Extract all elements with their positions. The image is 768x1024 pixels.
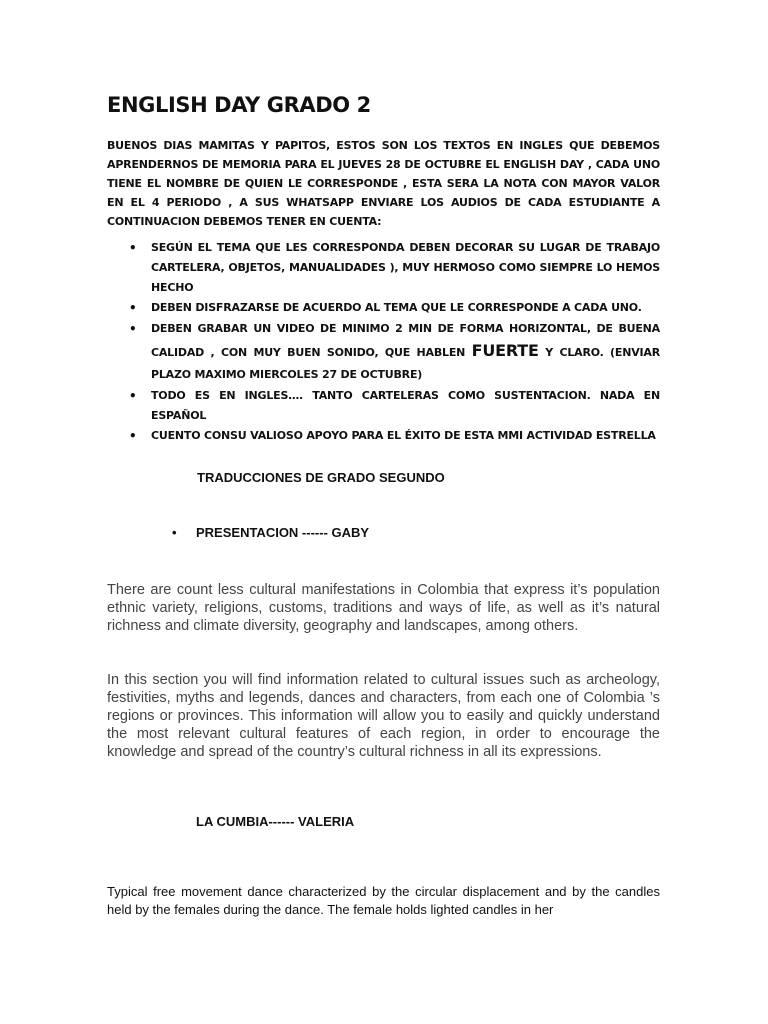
document-title: ENGLISH DAY GRADO 2 bbox=[107, 93, 371, 117]
list-item-text: DEBEN DISFRAZARSE DE ACUERDO AL TEMA QUE LE CORRESPONDE A CADA UNO. bbox=[151, 301, 642, 314]
instructions-list bbox=[127, 238, 660, 446]
list-item-text: TODO ES EN INGLES…. TANTO CARTELERAS COMO SUSTENTACION. NADA EN ESPAÑOL bbox=[151, 389, 660, 422]
paragraph-cultural-manifestations: There are count less cultural manifestations in Colombia that express it’s population ethnic variety, religions, customs, traditions and ways of life, as well as it’s natural richness and climate diversity, geography and landscapes, among others. bbox=[107, 582, 660, 634]
presentation-item bbox=[172, 525, 369, 540]
bullet-icon: • bbox=[129, 241, 137, 255]
bullet-icon: • bbox=[129, 429, 137, 443]
list-item-text: CUENTO CONSU VALIOSO APOYO PARA EL ÉXITO DE ESTA MMI ACTIVIDAD ESTRELLA bbox=[151, 429, 656, 442]
list-item-text: Y CLARO. (ENVIAR PLAZO MAXIMO MIERCOLES 27 DE OCTUBRE) bbox=[151, 346, 660, 381]
list-item bbox=[127, 238, 660, 298]
intro-paragraph: BUENOS DIAS MAMITAS Y PAPITOS, ESTOS SON LOS TEXTOS EN INGLES QUE DEBEMOS APRENDERNOS DE MEMORIA PARA EL JUEVES 28 DE OCTUBRE EL ENGLISH DAY , CADA UNO TIENE EL NOMBRE DE QUIEN LE CORRESPONDE , ESTA SERA LA NOTA CON MAYOR VALOR EN EL 4 PERIODO , A SUS WHATSAPP ENVIARE LOS AUDIOS DE CADA ESTUDIANTE A CONTINUACION DEBEMOS TENER EN CUENTA: bbox=[107, 139, 660, 228]
paragraph-section-info: In this section you will find information related to cultural issues such as archeology, festivities, myths and legends, dances and characters, from each one of Colombia ’s regions or provinces. This information will allow you to easily and quickly understand the most relevant cultural features of each region, in order to encourage the knowledge and spread of the country’s cultural richness in all its expressions. bbox=[107, 672, 660, 760]
list-item bbox=[127, 298, 660, 318]
list-item-text: DEBEN GRABAR UN VIDEO DE MINIMO 2 MIN DE FORMA HORIZONTAL, DE BUENA CALIDAD , CON MUY BUEN SONIDO, QUE HABLEN bbox=[151, 322, 660, 359]
section-heading: TRADUCCIONES DE GRADO SEGUNDO bbox=[197, 470, 445, 485]
list-item-text: SEGÚN EL TEMA QUE LES CORRESPONDA DEBEN DECORAR SU LUGAR DE TRABAJO CARTELERA, OBJETOS, MANUALIDADES ), MUY HERMOSO COMO SIEMPRE LO HEMOS HECHO bbox=[151, 241, 660, 294]
cumbia-heading: LA CUMBIA------ VALERIA bbox=[196, 814, 355, 829]
presentation-item-text: PRESENTACION ------ GABY bbox=[196, 525, 370, 540]
list-item bbox=[127, 426, 660, 446]
list-item bbox=[127, 386, 660, 426]
bullet-icon: • bbox=[129, 322, 137, 336]
list-item bbox=[127, 318, 660, 386]
bullet-icon: • bbox=[129, 389, 137, 403]
bullet-icon: • bbox=[129, 301, 137, 315]
paragraph-cumbia: Typical free movement dance characterized by the circular displacement and by the candles held by the females during the dance. The female holds lighted candles in her bbox=[107, 884, 660, 917]
emphasis-text: FUERTE bbox=[471, 341, 539, 360]
bullet-icon: • bbox=[172, 525, 177, 540]
